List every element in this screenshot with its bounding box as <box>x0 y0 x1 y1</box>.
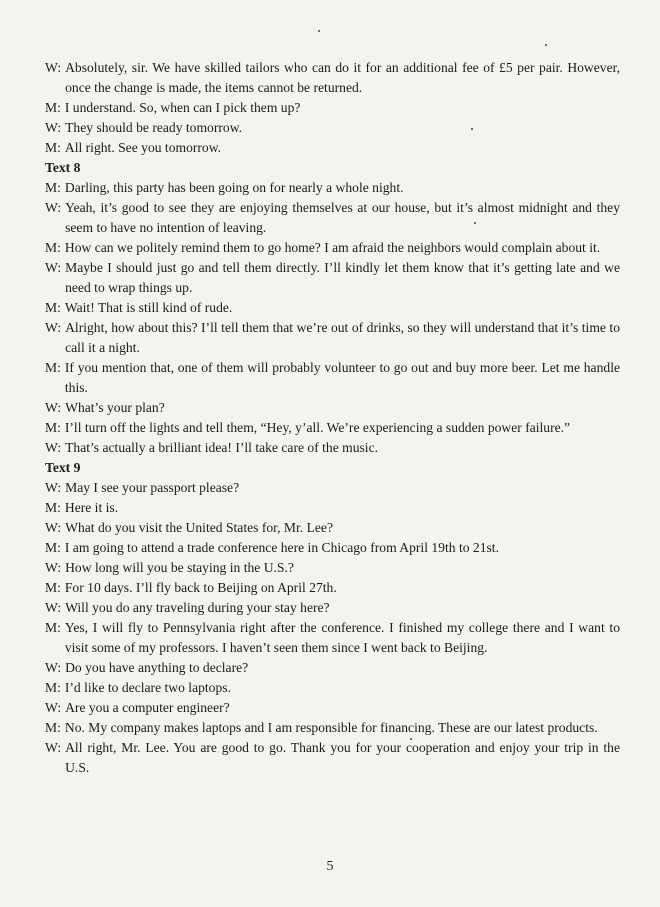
dialogue-line <box>45 738 620 778</box>
dialogue-line <box>45 58 620 98</box>
dialogue-text: What do you visit the United States for, Mr. Lee? <box>65 520 333 535</box>
dialogue-line <box>45 498 620 518</box>
dialogue-text: Yes, I will fly to Pennsylvania right after the conference. I finished my college there and I want to visit some of my professors. I haven’t seen them since I went back to Beijing. <box>64 620 620 655</box>
dialogue-line <box>45 618 620 658</box>
dialogue-text: What’s your plan? <box>65 400 165 415</box>
scan-speck <box>474 222 476 224</box>
dialogue-line <box>45 238 620 258</box>
speaker-label: W: <box>45 480 62 495</box>
transcript-body <box>45 58 620 778</box>
dialogue-line <box>45 178 620 198</box>
dialogue-text: Will you do any traveling during your stay here? <box>65 600 330 615</box>
dialogue-text: Absolutely, sir. We have skilled tailors who can do it for an additional fee of £5 per pair. However, once the change is made, the items cannot be returned. <box>65 60 620 95</box>
speaker-label: M: <box>45 500 61 515</box>
speaker-label: M: <box>45 140 61 155</box>
dialogue-line <box>45 598 620 618</box>
dialogue-line <box>45 718 620 738</box>
dialogue-text: Alright, how about this? I’ll tell them that we’re out of drinks, so they will understand that it’s time to call it a night. <box>65 320 620 355</box>
scan-speck <box>471 128 473 130</box>
speaker-label: W: <box>45 260 62 275</box>
dialogue-line <box>45 478 620 498</box>
dialogue-text: I’ll turn off the lights and tell them, “Hey, y’all. We’re experiencing a sudden power failure.” <box>64 420 571 435</box>
dialogue-text: Are you a computer engineer? <box>65 700 230 715</box>
dialogue-text: Do you have anything to declare? <box>65 660 249 675</box>
scan-speck <box>545 44 547 46</box>
speaker-label: W: <box>45 520 62 535</box>
dialogue-line <box>45 298 620 318</box>
dialogue-text: No. My company makes laptops and I am responsible for financing. These are our latest products. <box>64 720 598 735</box>
dialogue-text: Yeah, it’s good to see they are enjoying themselves at our house, but it’s almost midnight and they seem to have no intention of leaving. <box>65 200 620 235</box>
speaker-label: W: <box>45 660 62 675</box>
dialogue-text: That’s actually a brilliant idea! I’ll take care of the music. <box>65 440 379 455</box>
dialogue-line <box>45 658 620 678</box>
scan-speck <box>410 738 412 740</box>
dialogue-line <box>45 98 620 118</box>
dialogue-text: Darling, this party has been going on for nearly a whole night. <box>64 180 404 195</box>
dialogue-text: I’d like to declare two laptops. <box>64 680 231 695</box>
speaker-label: M: <box>45 620 61 635</box>
speaker-label: M: <box>45 360 61 375</box>
speaker-label: M: <box>45 180 61 195</box>
speaker-label: W: <box>45 320 62 335</box>
speaker-label: M: <box>45 720 61 735</box>
speaker-label: M: <box>45 420 61 435</box>
speaker-label: W: <box>45 560 62 575</box>
speaker-label: M: <box>45 300 61 315</box>
dialogue-text: Maybe I should just go and tell them directly. I’ll kindly let them know that it’s getting late and we need to wrap things up. <box>65 260 620 295</box>
dialogue-text: How can we politely remind them to go home? I am afraid the neighbors would complain about it. <box>64 240 601 255</box>
dialogue-text: I understand. So, when can I pick them up? <box>64 100 301 115</box>
speaker-label: M: <box>45 540 61 555</box>
section-heading: Text 8 <box>45 160 81 175</box>
dialogue-line <box>45 118 620 138</box>
speaker-label: W: <box>45 400 62 415</box>
speaker-label: W: <box>45 120 62 135</box>
speaker-label: M: <box>45 240 61 255</box>
dialogue-text: May I see your passport please? <box>65 480 240 495</box>
speaker-label: M: <box>45 580 61 595</box>
speaker-label: W: <box>45 700 62 715</box>
speaker-label: W: <box>45 740 62 755</box>
dialogue-line <box>45 138 620 158</box>
section-heading: Text 9 <box>45 460 81 475</box>
dialogue-text: If you mention that, one of them will probably volunteer to go out and buy more beer. Let me handle this. <box>64 360 620 395</box>
dialogue-line <box>45 438 620 458</box>
dialogue-line <box>45 558 620 578</box>
speaker-label: W: <box>45 60 62 75</box>
speaker-label: W: <box>45 440 62 455</box>
dialogue-line <box>45 538 620 558</box>
dialogue-text: I am going to attend a trade conference here in Chicago from April 19th to 21st. <box>64 540 499 555</box>
dialogue-line <box>45 358 620 398</box>
dialogue-text: For 10 days. I’ll fly back to Beijing on April 27th. <box>64 580 337 595</box>
dialogue-text: All right, Mr. Lee. You are good to go. Thank you for your cooperation and enjoy your trip in the U.S. <box>65 740 620 775</box>
dialogue-line <box>45 258 620 298</box>
speaker-label: M: <box>45 680 61 695</box>
dialogue-line <box>45 318 620 358</box>
dialogue-line <box>45 198 620 238</box>
dialogue-line <box>45 678 620 698</box>
speaker-label: W: <box>45 200 62 215</box>
dialogue-text: Wait! That is still kind of rude. <box>64 300 233 315</box>
dialogue-text: How long will you be staying in the U.S.? <box>65 560 294 575</box>
dialogue-line <box>45 398 620 418</box>
dialogue-line <box>45 578 620 598</box>
dialogue-text: Here it is. <box>64 500 119 515</box>
scan-speck <box>318 30 320 32</box>
dialogue-line <box>45 698 620 718</box>
page-number: 5 <box>326 859 334 874</box>
speaker-label: M: <box>45 100 61 115</box>
dialogue-text: They should be ready tomorrow. <box>65 120 243 135</box>
dialogue-text: All right. See you tomorrow. <box>64 140 222 155</box>
speaker-label: W: <box>45 600 62 615</box>
dialogue-line <box>45 418 620 438</box>
dialogue-line <box>45 518 620 538</box>
